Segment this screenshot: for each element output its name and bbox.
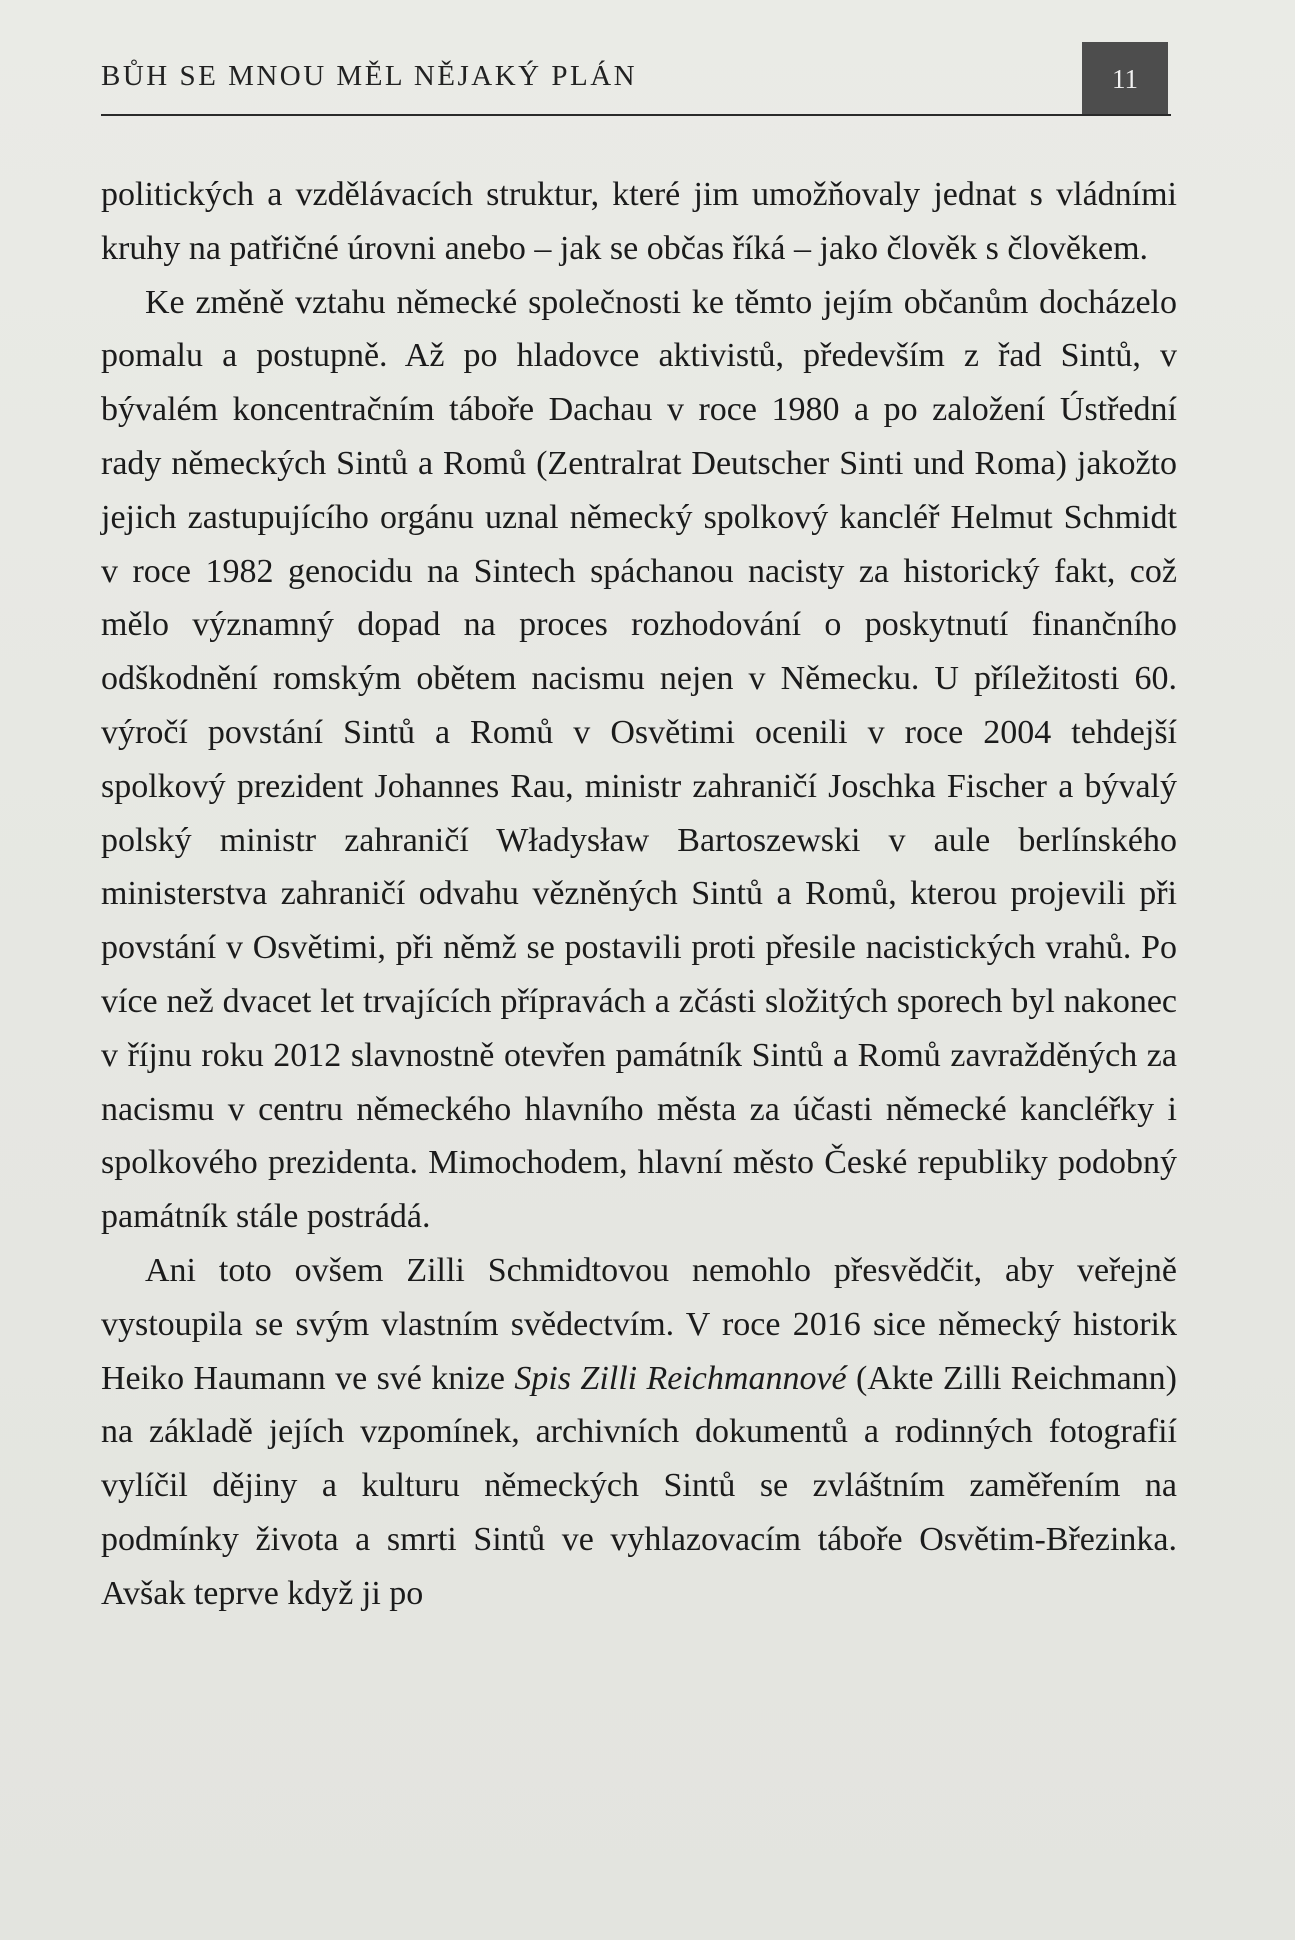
paragraph-3 xyxy=(101,1244,1177,1621)
paragraph-3-text-a: Ani toto ovšem Zilli Schmidtovou nemohlo přesvědčit, aby veřejně vystoupila se svým vlastním svědectvím. V roce 2016 sice německý historik Heiko Haumann ve své knize xyxy=(101,1251,1177,1397)
running-head-title: BŮH SE MNOU MĚL NĚJAKÝ PLÁN xyxy=(101,60,638,92)
page-number: 11 xyxy=(1082,42,1168,116)
paragraph-3-text-b: (Akte Zilli Reichmann) na základě jejích vzpomínek, archivních dokumentů a rodinných fotografií vylíčil dějiny a kulturu německých Sintů se zvláštním zaměřením na podmínky života a smrti Sintů ve vyhlazovacím táboře Osvětim-Březinka. Avšak teprve když ji po xyxy=(101,1359,1177,1612)
paragraph-1: politických a vzdělávacích struktur, které jim umožňovaly jednat s vládními kruhy na patřičné úrovni anebo – jak se občas říká – jako člověk s člověkem. xyxy=(101,176,1177,267)
book-title-italic: Spis Zilli Reichmannové xyxy=(514,1359,847,1397)
header-rule xyxy=(101,114,1171,116)
paragraph-2: Ke změně vztahu německé společnosti ke těmto jejím občanům docházelo pomalu a postupně. Až po hladovce aktivistů, především z řad Sintů, v bývalém koncentračním táboře Dachau v roce 1980 a po založení Ústřední rady německých Sintů a Romů (Zentralrat Deutscher Sinti und Roma) jakožto jejich zastupujícího orgánu uznal německý spolkový kancléř Helmut Schmidt v roce 1982 genocidu na Sintech spáchanou nacisty za historický fakt, což mělo významný dopad na proces rozhodování o poskytnutí finančního odškodnění romským obětem nacismu nejen v Německu. U příležitosti 60. výročí povstání Sintů a Romů v Osvětimi ocenili v roce 2004 tehdejší spolkový prezident Johannes Rau, ministr zahraničí Joschka Fischer a bývalý polský ministr zahraničí Władysław Bartoszewski v aule berlínského ministerstva zahraničí odvahu vězněných Sintů a Romů, kterou projevili při povstání v Osvětimi, při němž se postavili proti přesile nacistických vrahů. Po více než dvacet let trvajících přípravách a zčásti složitých sporech byl nakonec v říjnu roku 2012 slavnostně otevřen památník Sintů a Romů zavražděných za nacismu v centru německého hlavního města za účasti německé kancléřky i spolkového prezidenta. Mimochodem, hlavní město České republiky podobný památník stále postrádá. xyxy=(101,283,1177,1236)
body-text xyxy=(101,168,1177,1621)
